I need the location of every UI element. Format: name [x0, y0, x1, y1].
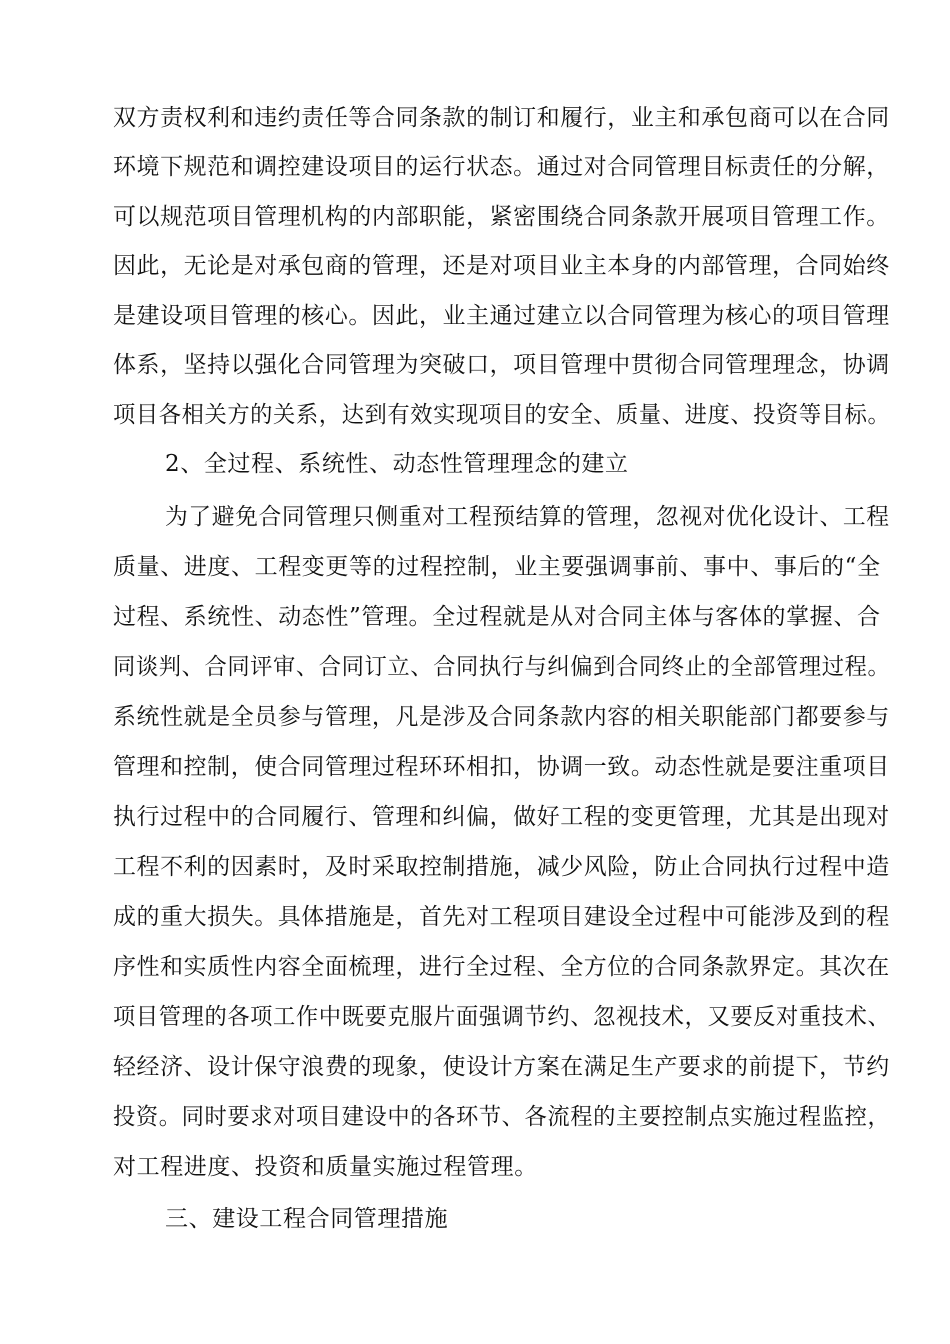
- text-line: 项目管理的各项工作中既要克服片面强调节约、忽视技术，又要反对重技术、: [113, 1004, 891, 1030]
- text-line: 执行过程中的合同履行、管理和纠偏，做好工程的变更管理，尤其是出现对: [113, 804, 890, 830]
- text-line: 投资。同时要求对项目建设中的各环节、各流程的主要控制点实施过程监控，: [113, 1104, 891, 1130]
- text-line: 对工程进度、投资和质量实施过程管理。: [113, 1154, 538, 1180]
- section-heading: 2、全过程、系统性、动态性管理理念的建立: [165, 451, 629, 477]
- text-line: 双方责权利和违约责任等合同条款的制订和履行，业主和承包商可以在合同: [113, 105, 890, 131]
- text-line: 轻经济、设计保守浪费的现象，使设计方案在满足生产要求的前提下，节约: [113, 1054, 890, 1080]
- text-line: 成的重大损失。具体措施是，首先对工程项目建设全过程中可能涉及到的程: [113, 904, 890, 930]
- text-line: 体系，坚持以强化合同管理为突破口，项目管理中贯彻合同管理理念，协调: [113, 352, 890, 378]
- text-line: 序性和实质性内容全面梳理，进行全过程、全方位的合同条款界定。其次在: [113, 954, 890, 980]
- text-line: 质量、进度、工程变更等的过程控制，业主要强调事前、事中、事后的“全: [113, 554, 881, 580]
- text-line: 系统性就是全员参与管理，凡是涉及合同条款内容的相关职能部门都要参与: [113, 704, 890, 730]
- text-line: 项目各相关方的关系，达到有效实现项目的安全、质量、进度、投资等目标。: [113, 402, 891, 428]
- paragraph-first-line: 为了避免合同管理只侧重对工程预结算的管理，忽视对优化设计、工程: [165, 504, 890, 530]
- text-line: 环境下规范和调控建设项目的运行状态。通过对合同管理目标责任的分解，: [113, 154, 890, 180]
- text-line: 工程不利的因素时，及时采取控制措施，减少风险，防止合同执行过程中造: [113, 854, 890, 880]
- text-line: 是建设项目管理的核心。因此，业主通过建立以合同管理为核心的项目管理: [113, 303, 890, 329]
- text-line: 可以规范项目管理机构的内部职能，紧密围绕合同条款开展项目管理工作。: [113, 204, 890, 230]
- section-heading: 三、建设工程合同管理措施: [165, 1206, 449, 1232]
- text-line: 同谈判、合同评审、合同订立、合同执行与纠偏到合同终止的全部管理过程。: [113, 654, 891, 680]
- text-line: 管理和控制，使合同管理过程环环相扣，协调一致。动态性就是要注重项目: [113, 754, 890, 780]
- text-line: 因此，无论是对承包商的管理，还是对项目业主本身的内部管理，合同始终: [113, 253, 890, 279]
- text-line: 过程、系统性、动态性”管理。全过程就是从对合同主体与客体的掌握、合: [113, 604, 881, 630]
